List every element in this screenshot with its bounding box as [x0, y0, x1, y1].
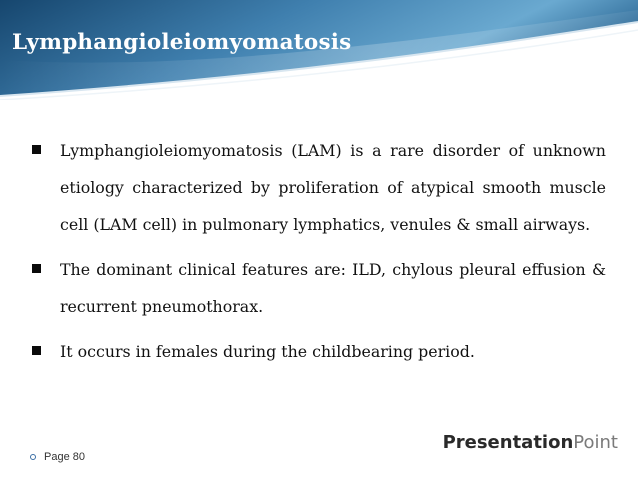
- bullet-item: [30, 251, 606, 325]
- logo-part-point: Point: [573, 432, 618, 453]
- bullet-text: The dominant clinical features are: ILD, chylous pleural effusion & recurrent pneumothorax.: [60, 260, 606, 316]
- page-number-text: Page 80: [44, 451, 85, 463]
- bullet-item: [30, 333, 606, 370]
- slide-title: Lymphangioleiomyomatosis: [12, 30, 352, 55]
- square-bullet-icon: [32, 346, 41, 355]
- bullet-item: [30, 132, 606, 243]
- square-bullet-icon: [32, 264, 41, 273]
- square-bullet-icon: [32, 145, 41, 154]
- bullet-list: [30, 132, 606, 378]
- bullet-text: It occurs in females during the childbearing period.: [60, 342, 475, 361]
- presentationpoint-logo: [443, 432, 618, 453]
- title-banner: [0, 0, 638, 100]
- page-number: [30, 451, 85, 463]
- logo-part-presentation: Presentation: [442, 432, 574, 453]
- circle-bullet-icon: [30, 454, 36, 460]
- bullet-text: Lymphangioleiomyomatosis (LAM) is a rare disorder of unknown etiology characterized by proliferation of atypical smooth muscle cell (LAM cell) in pulmonary lymphatics, venules & small airways.: [60, 141, 606, 234]
